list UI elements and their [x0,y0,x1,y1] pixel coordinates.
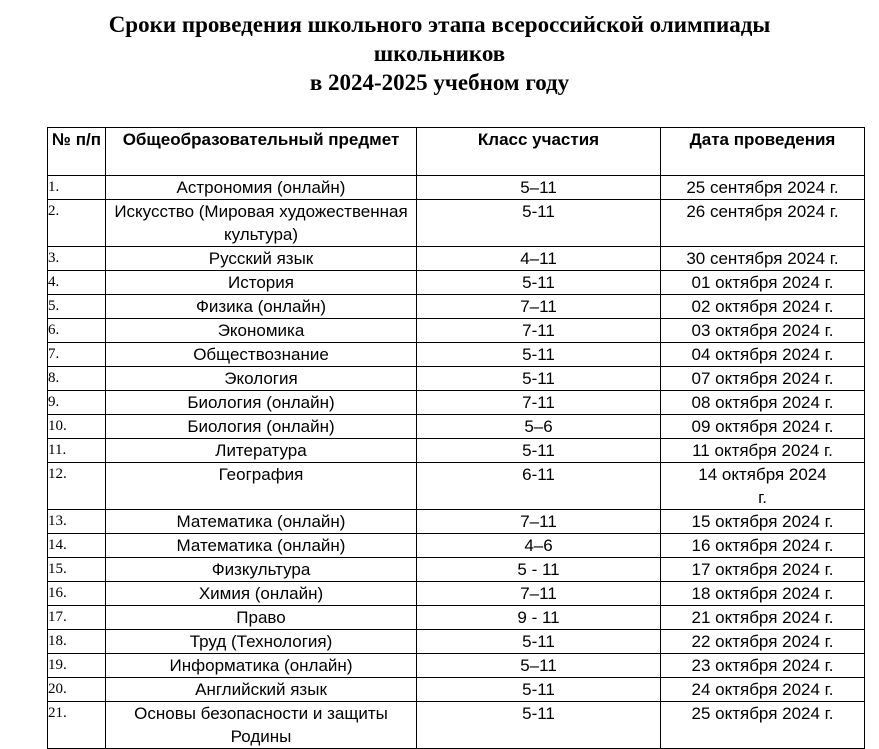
row-grade: 5-11 [417,702,661,749]
row-subject: Труд (Технология) [106,630,417,654]
table-row [48,415,865,439]
row-date: 25 октября 2024 г. [661,702,865,749]
row-subject: Литература [106,439,417,463]
row-grade: 5-11 [417,678,661,702]
title-line-1: Сроки проведения школьного этапа всероссийской олимпиады [108,12,771,37]
row-grade: 5–11 [417,176,661,200]
table-row [48,510,865,534]
header-date: Дата проведения [661,128,865,176]
row-num: 14. [48,534,106,558]
row-subject: Физика (онлайн) [106,295,417,319]
row-subject: Физкультура [106,558,417,582]
row-date: 14 октября 2024 г. [661,463,865,510]
table-row [48,558,865,582]
table-row [48,439,865,463]
row-date: 21 октября 2024 г. [661,606,865,630]
row-subject: Биология (онлайн) [106,391,417,415]
row-num: 19. [48,654,106,678]
row-subject: Биология (онлайн) [106,415,417,439]
row-subject: Обществознание [106,343,417,367]
row-subject: Математика (онлайн) [106,510,417,534]
table-header-row [48,128,865,176]
row-date: 02 октября 2024 г. [661,295,865,319]
row-date: 04 октября 2024 г. [661,343,865,367]
row-num: 12. [48,463,106,510]
row-date: 01 октября 2024 г. [661,271,865,295]
header-subject: Общеобразовательный предмет [106,128,417,176]
row-date: 08 октября 2024 г. [661,391,865,415]
row-date: 18 октября 2024 г. [661,582,865,606]
row-num: 8. [48,367,106,391]
row-subject: Русский язык [106,247,417,271]
title-line-3: в 2024-2025 учебном году [309,70,570,95]
row-subject: Искусство (Мировая художественная культура) [106,200,417,247]
row-num: 21. [48,702,106,749]
schedule-table [47,127,865,749]
row-grade: 5-11 [417,343,661,367]
row-date: 22 октября 2024 г. [661,630,865,654]
table-row [48,391,865,415]
row-subject: Экология [106,367,417,391]
row-grade: 5-11 [417,367,661,391]
row-num: 5. [48,295,106,319]
row-grade: 5–11 [417,654,661,678]
row-grade: 5-11 [417,439,661,463]
row-subject: Астрономия (онлайн) [106,176,417,200]
table-row [48,702,865,749]
row-subject: Английский язык [106,678,417,702]
row-grade: 4–11 [417,247,661,271]
row-num: 15. [48,558,106,582]
row-date: 23 октября 2024 г. [661,654,865,678]
table-row [48,534,865,558]
row-date: 30 сентября 2024 г. [661,247,865,271]
row-subject: Математика (онлайн) [106,534,417,558]
table-row [48,295,865,319]
table-row [48,319,865,343]
row-num: 9. [48,391,106,415]
row-num: 20. [48,678,106,702]
table-row [48,271,865,295]
row-num: 4. [48,271,106,295]
row-num: 17. [48,606,106,630]
row-date: 07 октября 2024 г. [661,367,865,391]
header-grade: Класс участия [417,128,661,176]
row-num: 3. [48,247,106,271]
row-num: 13. [48,510,106,534]
row-num: 11. [48,439,106,463]
table-row [48,606,865,630]
row-num: 7. [48,343,106,367]
table-row [48,463,865,510]
row-subject: История [106,271,417,295]
table-row [48,367,865,391]
row-num: 16. [48,582,106,606]
table-row [48,343,865,367]
row-date: 11 октября 2024 г. [661,439,865,463]
row-num: 18. [48,630,106,654]
row-grade: 7–11 [417,295,661,319]
header-num: № п/п [48,128,106,176]
row-subject: Право [106,606,417,630]
row-grade: 7–11 [417,510,661,534]
row-date: 09 октября 2024 г. [661,415,865,439]
row-grade: 7–11 [417,582,661,606]
page-title [0,10,879,97]
row-grade: 5-11 [417,200,661,247]
table-row [48,654,865,678]
row-num: 6. [48,319,106,343]
row-grade: 7-11 [417,319,661,343]
row-grade: 5–6 [417,415,661,439]
row-grade: 5-11 [417,630,661,654]
row-num: 2. [48,200,106,247]
row-subject: Информатика (онлайн) [106,654,417,678]
row-grade: 7-11 [417,391,661,415]
row-date: 24 октября 2024 г. [661,678,865,702]
row-grade: 5 - 11 [417,558,661,582]
row-date: 26 сентября 2024 г. [661,200,865,247]
table-row [48,247,865,271]
table-row [48,200,865,247]
table-row [48,678,865,702]
row-date: 17 октября 2024 г. [661,558,865,582]
row-num: 10. [48,415,106,439]
row-date: 25 сентября 2024 г. [661,176,865,200]
row-grade: 9 - 11 [417,606,661,630]
row-subject: Основы безопасности и защиты Родины [106,702,417,749]
row-date: 15 октября 2024 г. [661,510,865,534]
row-grade: 6-11 [417,463,661,510]
row-num: 1. [48,176,106,200]
table-row [48,582,865,606]
row-date: 03 октября 2024 г. [661,319,865,343]
table-row [48,630,865,654]
row-subject: Химия (онлайн) [106,582,417,606]
row-grade: 4–6 [417,534,661,558]
title-line-2: школьников [373,41,506,66]
row-subject: География [106,463,417,510]
row-subject: Экономика [106,319,417,343]
table-row [48,176,865,200]
row-date: 16 октября 2024 г. [661,534,865,558]
row-grade: 5-11 [417,271,661,295]
